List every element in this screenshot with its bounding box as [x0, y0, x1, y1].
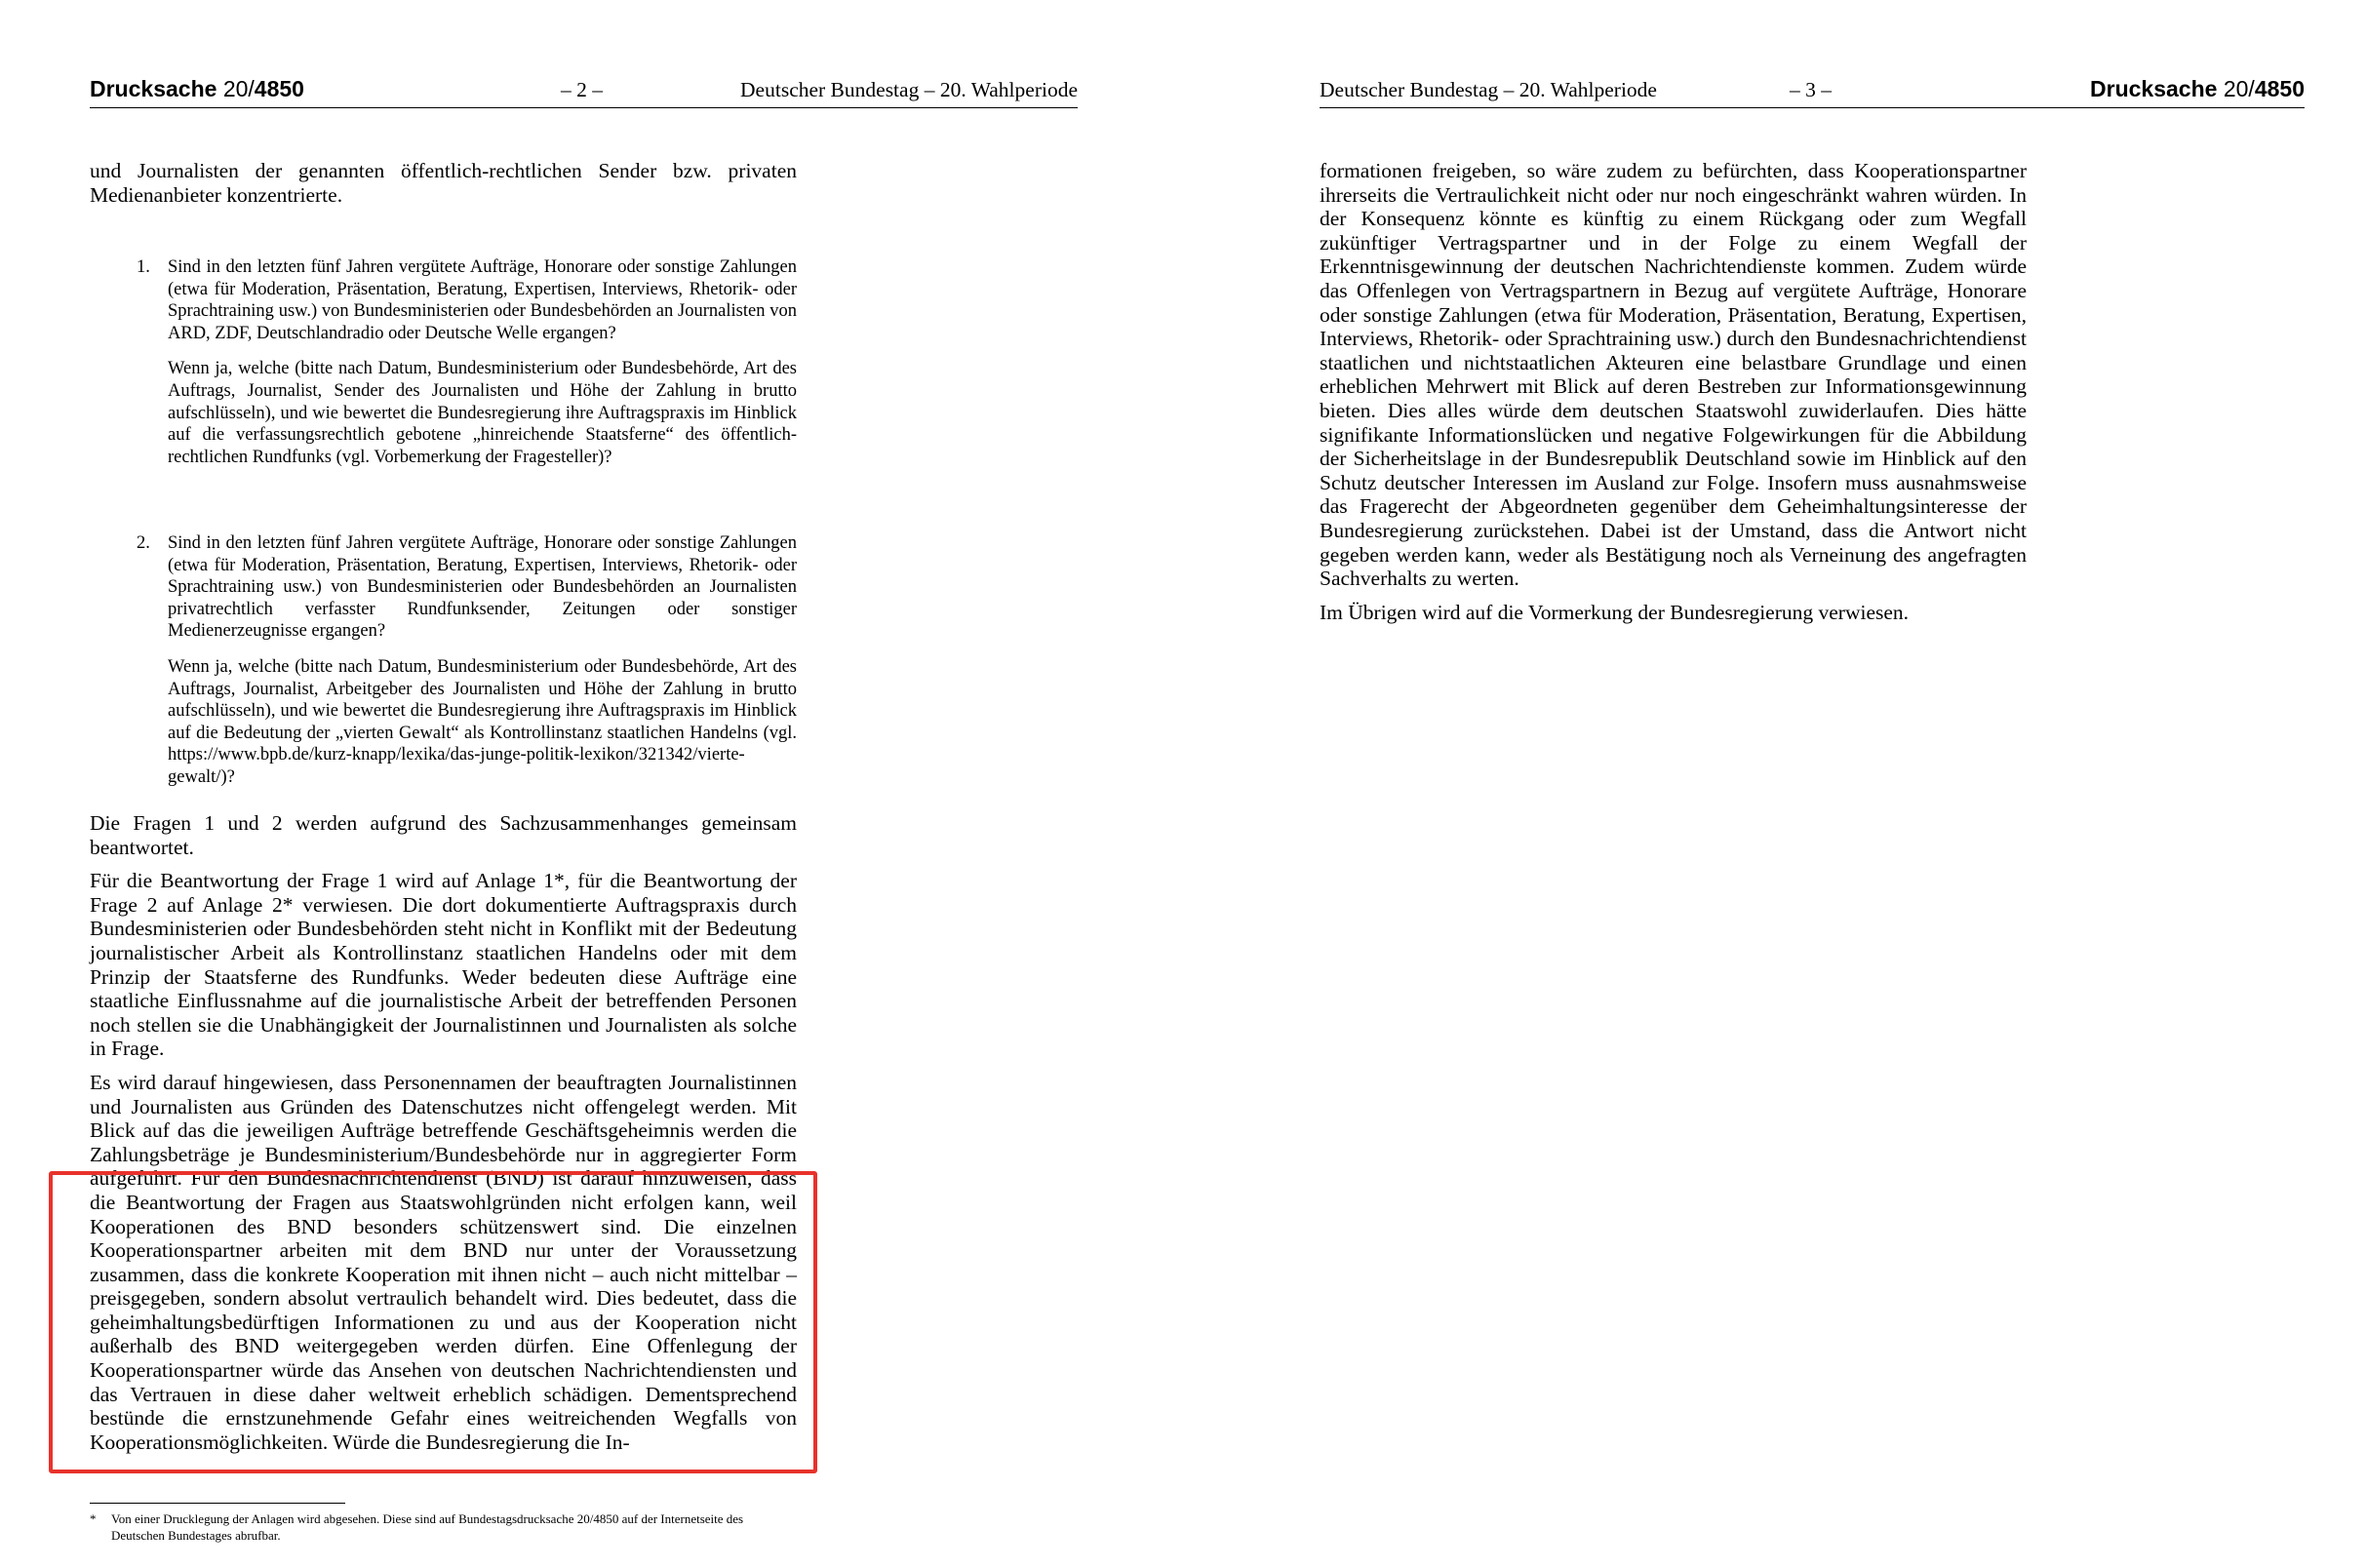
answer-paragraph-2: Für die Beantwortung der Frage 1 wird auf Anlage 1*, für die Beantwortung der Frage 2 auf Anlage 2* verwiesen. Die dort dokumentierte Auftragspraxis durch Bundesministerien oder Bundesbehörden steht nicht in Konflikt mit der Bedeutung journalistischer Arbeit als Kontrollinstanz staatlichen Handelns oder mit dem Prinzip der Staatsferne des Rundfunks. Weder bedeuten diese Aufträge eine staatliche Einflussnahme auf die journalistische Arbeit der betreffenden Personen noch stellen sie die Unabhängigkeit der Journalistinnen und Journalisten als solche in Frage. — [90, 869, 797, 1061]
intro-paragraph — [90, 159, 797, 216]
answer-paragraph-continued: formationen freigeben, so wäre zudem zu befürchten, dass Kooperationspartner ihrerseits die Vertraulichkeit nicht oder nur noch eingeschränkt wahren würden. In der Konsequenz könnte es künftig zu einem Rückgang oder zum Wegfall zukünftiger Vertragspartner und in der Folge zu einem Wegfall der Erkenntnisgewinnung der deutschen Nachrichtendienste kommen. Zudem würde das Offenlegen von Vertragspartnern in Bezug auf vergütete Aufträge, Honorare oder sonstige Zahlungen (etwa für Moderation, Präsentation, Beratung, Expertisen, Interviews, Rhetorik- oder Sprachtraining usw.) durch den Bundesnachrichtendienst staatlichen und nichtstaatlichen Akteuren eine belastbare Grundlage und einen erheblichen Mehrwert mit Blick auf deren Bestreben zur Informationsgewinnung bieten. Dies alles würde dem deutschen Staatswohl zuwiderlaufen. Dies hätte signifikante Informationslücken und negative Folgewirkungen für die Abbildung der Sicherheitslage in der Bundesrepublik Deutschland sowie im Hinblick auf den Schutz deutscher Interessen im Ausland zur Folge. Insofern muss ausnahmsweise das Fragerecht der Abgeordneten gegenüber dem Geheimhaltungsinteresse der Bundesregierung zurückstehen. Dabei ist der Umstand, dass die Antwort nicht gegeben werden kann, weder als Bestätigung noch als Verneinung des angefragten Sachverhalts zu werten. — [1320, 159, 2027, 591]
answer-paragraph-1: Die Fragen 1 und 2 werden aufgrund des Sachzusammenhanges gemeinsam beantwortet. — [90, 811, 797, 859]
highlight-annotation-box — [49, 1171, 817, 1473]
question-followup: Wenn ja, welche (bitte nach Datum, Bundesministerium oder Bundesbehörde, Art des Auftrags, Journalist, Arbeitgeber des Journalisten und Höhe der Zahlung in brutto aufschlüsseln), und wie bewertet die Bundesregierung ihre Auftragspraxis im Hinblick auf die Bedeutung der „vierten Gewalt“ als Kontrollinstanz staatlichen Handelns (vgl. https://www.bpb.de/kurz-knapp/lexika/das-junge-politik-lexikon/321342/vierte-gewalt/)? — [168, 656, 797, 787]
page-number: – 2 – — [561, 78, 603, 101]
page-3 — [1320, 0, 2305, 1568]
drucksache-word: Drucksache — [90, 76, 217, 101]
question-1 — [137, 256, 797, 482]
drucksache-number-prefix: 20/ — [2223, 76, 2255, 101]
drucksache-number — [223, 76, 304, 101]
drucksache-number-prefix: 20/ — [222, 76, 255, 101]
question-text: Sind in den letzten fünf Jahren vergütete Aufträge, Honorare oder sonstige Zahlungen (etwa für Moderation, Präsentation, Beratung, Expertisen, Interviews, Rhetorik- oder Sprachtraining usw.) von Bundesministerien oder Bundesbehörden an Journalisten von ARD, ZDF, Deutschlandradio oder Deutsche Welle ergangen? — [168, 257, 797, 343]
page-number: – 3 – — [1790, 78, 1832, 101]
drucksache-word: Drucksache — [2090, 76, 2218, 101]
question-number: 1. — [137, 257, 150, 277]
drucksache-label — [2090, 76, 2305, 102]
footnote-text: Von einer Drucklegung der Anlagen wird abgesehen. Diese sind auf Bundestagsdrucksache 20/4850 auf der Internetseite des Deutschen Bundestages abrufbar. — [111, 1511, 744, 1543]
closing-paragraph: Im Übrigen wird auf die Vormerkung der Bundesregierung verwiesen. — [1320, 600, 1910, 624]
footnote-marker: * — [90, 1511, 97, 1526]
intro-text: und Journalisten der genannten öffentlich-rechtlichen Sender bzw. privaten Medienanbieter konzentrierte. — [90, 159, 797, 207]
drucksache-number-bold: 4850 — [2254, 76, 2305, 101]
page-header — [1320, 76, 2305, 108]
page-header — [90, 76, 1078, 108]
drucksache-number-bold: 4850 — [254, 76, 304, 101]
question-2 — [137, 532, 797, 803]
question-text: Sind in den letzten fünf Jahren vergütete Aufträge, Honorare oder sonstige Zahlungen (etwa für Moderation, Präsentation, Beratung, Expertisen, Interviews, Rhetorik- oder Sprachtraining usw.) von Bundesministerien oder Bundesbehörden an Journalisten privatrechtlich verfasster Rundfunksender, Zeitungen oder sonstiger Medienerzeugnisse ergangen? — [168, 533, 797, 642]
drucksache-number — [2224, 76, 2305, 101]
answer-paragraph-3: Es wird darauf hingewiesen, dass Personennamen der beauftragten Journalistinnen und Journalisten aus Gründen des Datenschutzes nicht offengelegt werden. Mit Blick auf das die jeweiligen Aufträge betreffende Geschäftsgeheimnis werden die Zahlungsbeträge je Bundesministerium/Bundesbehörde nur in aggregierter Form aufgeführt. Für den Bundesnachrichtendienst (BND) ist darauf hinzuweisen, dass die Beantwortung der Fragen aus Staatswohlgründen nicht erfolgen kann, weil Kooperationen des BND besonders schützenswert sind. Die einzelnen Kooperationspartner arbeiten mit dem BND nur unter der Voraussetzung zusammen, dass die konkrete Kooperation mit ihnen nicht – auch nicht mittelbar – preisgegeben, sondern absolut vertraulich behandelt wird. Dies bedeutet, dass die geheimhaltungsbedürftigen Informationen zu und aus der Kooperation nicht außerhalb des BND weitergegeben werden dürfen. Eine Offenlegung der Kooperationspartner würde das Ansehen von deutschen Nachrichtendiensten und das Vertrauen in diese daher weltweit erheblich schädigen. Dementsprechend bestünde die ernstzunehmende Gefahr eines weitreichenden Wegfalls von Kooperationsmöglichkeiten. Würde die Bundesregierung die In- — [90, 1070, 797, 1454]
drucksache-label — [90, 76, 304, 102]
parliament-label: Deutscher Bundestag – 20. Wahlperiode — [740, 78, 1078, 101]
question-number: 2. — [137, 533, 150, 553]
footnote — [90, 1510, 797, 1544]
answer-continuation — [1320, 159, 2027, 634]
question-followup: Wenn ja, welche (bitte nach Datum, Bundesministerium oder Bundesbehörde, Art des Auftrags, Journalist, Sender des Journalisten und Höhe der Zahlung in brutto aufschlüsseln), und wie bewertet die Bundesregierung ihre Auftragspraxis im Hinblick auf die verfassungsrechtlich gebotene „hinreichende Staatsferne“ des öffentlich-rechtlichen Rundfunks (vgl. Vorbemerkung der Fragesteller)? — [168, 359, 797, 467]
footnote-rule — [90, 1503, 345, 1504]
parliament-label: Deutscher Bundestag – 20. Wahlperiode — [1320, 78, 1657, 101]
